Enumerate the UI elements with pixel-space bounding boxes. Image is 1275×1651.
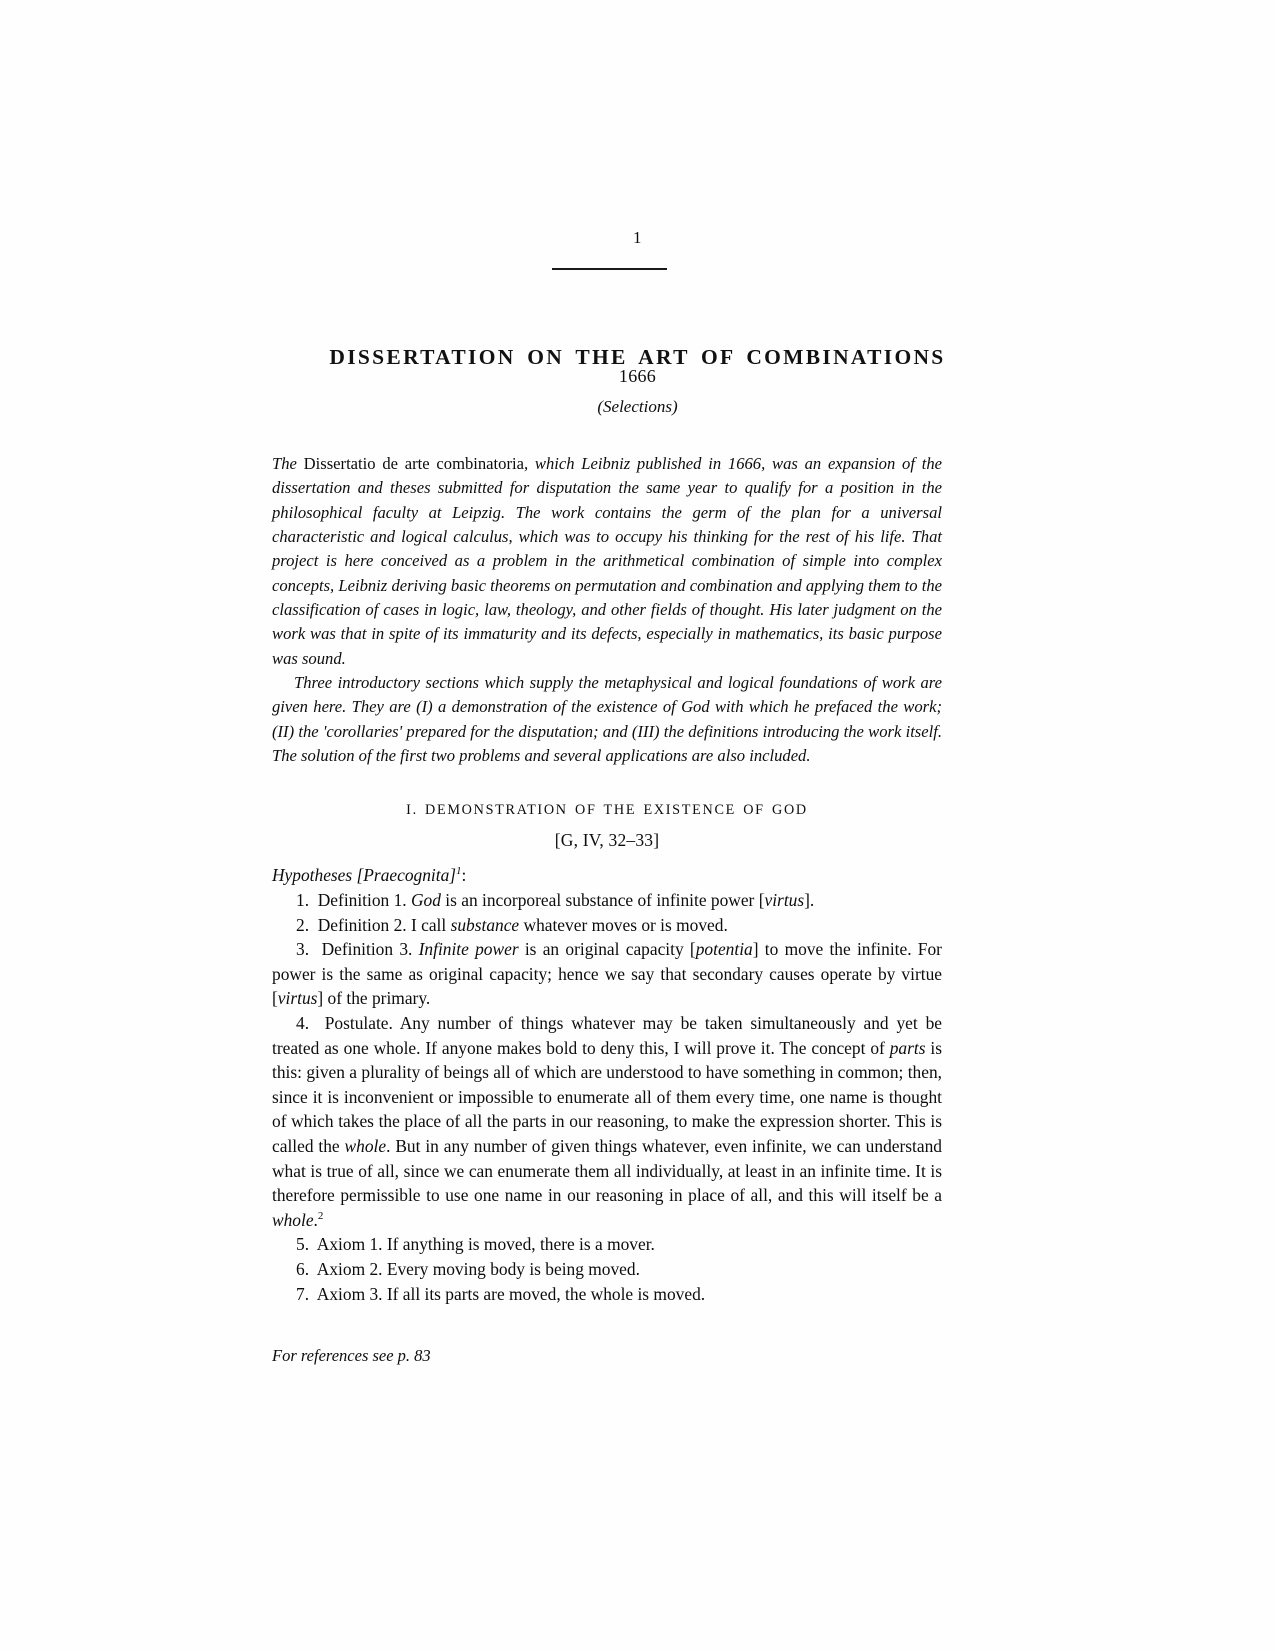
item-middle: is an incorporeal substance of infinite power [ [440,890,765,911]
list-item-postulate [272,1011,942,1232]
item-italic-latin: potentia [695,939,753,960]
list-item [272,913,942,938]
section-number: 1 [633,228,642,247]
axiom-text: Axiom 2. Every moving body is being moved. [316,1258,640,1279]
item-number: 3. [296,939,310,960]
references-note: For references see p. 83 [272,1346,431,1366]
italic-parts: parts [889,1037,926,1058]
item-number: 7. [296,1283,310,1304]
intro-lead-word: The [272,454,304,473]
intro-paragraph-2: Three introductory sections which supply the metaphysical and logical foundations of work are given here. They are (I) a demonstration of the existence of God with which he prefaced the work; (II) the 'corollaries' prepared for the disputation; and (III) the definitions introducing the work itself. The solution of the first two problems and several applications are also included. [272,673,942,766]
item-part-d: ] of the primary. [317,988,431,1009]
list-item-axiom [272,1232,942,1257]
hypotheses-colon: : [461,865,467,886]
page-subtitle: (Selections) [597,397,678,416]
item-number: 6. [296,1258,310,1279]
item-prefix: Definition 2. I call [317,914,451,935]
list-item [272,937,942,1011]
item-suffix: ]. [804,890,815,911]
postulate-part-c: . But in any number of given things whatever, even infinite, we can understand what is true of all, since we can enumerate them all individually, at least in an infinite time. It is therefore permissible to use one name in our reasoning in place of all, and this will itself be a [272,1136,942,1206]
publication-year: 1666 [618,366,657,386]
item-italic-latin: virtus [764,890,805,911]
text-column [272,452,942,1366]
list-item [272,888,942,913]
item-italic-term: God [410,890,441,911]
page-title: DISSERTATION ON THE ART OF COMBINATIONS [329,345,946,370]
item-number: 5. [296,1234,310,1255]
item-number: 4. [296,1013,310,1034]
item-prefix: Definition 1. [317,890,411,911]
footnote-marker-2: 2 [317,1209,324,1222]
item-italic-term: substance [450,914,520,935]
hypotheses-label [272,863,942,888]
postulate-part-b: is this: given a plurality of beings all of which are understood to have something in common; then, since it is inconvenient or impossible to enumerate all of them every time, one name is thought of which takes the place of all the parts in our reasoning, to make the expression shorter. This is called the [272,1037,942,1156]
work-title-latin: Dissertatio de arte combinatoria [303,454,524,473]
item-part-b: is an original capacity [ [518,939,696,960]
praecognita-bracket: [Praecognita] [356,865,457,886]
item-number: 1. [296,890,310,911]
italic-whole-2: whole [272,1209,314,1230]
item-italic-term: Infinite power [418,939,519,960]
intro-paragraph-1-rest: , which Leibniz published in 1666, was an expansion of the dissertation and theses submitted for disputation the same year to qualify for a position in the philosophical faculty at Leipzig. The work contains the germ of the plan for a universal characteristic and logical calculus, which was to occupy his thinking for the rest of his life. That project is here conceived as a problem in the arithmetical combination of simple into complex concepts, Leibniz deriving basic theorems on permutation and combination and applying them to the classification of cases in logic, law, theology, and other fields of thought. His later judgment on the work was that in spite of its immaturity and its defects, especially in mathematics, its basic purpose was sound. [272,454,942,668]
item-part-a: Definition 3. [321,939,419,960]
list-item-axiom [272,1257,942,1282]
postulate-part-d: . [313,1209,318,1230]
axiom-text: Axiom 1. If anything is moved, there is a mover. [316,1234,655,1255]
item-italic-latin-2: virtus [277,988,318,1009]
item-number: 2. [296,914,310,935]
item-middle: whatever moves or is moved. [519,914,728,935]
horizontal-rule [552,268,667,270]
item-part-c: ] to move the infinite. For power is the same as original capacity; hence we say that secondary causes operate by virtue [ [272,939,942,1009]
body-text [272,863,942,1306]
postulate-part-a: Postulate. Any number of things whatever may be taken simultaneously and yet be treated as one whole. If anyone makes bold to deny this, I will prove it. The concept of [272,1013,942,1058]
hypotheses-word: Hypotheses [272,865,353,886]
section-reference: [G, IV, 32–33] [554,830,660,851]
list-item-axiom [272,1282,942,1307]
axiom-text: Axiom 3. If all its parts are moved, the whole is moved. [316,1283,706,1304]
section-heading: I. DEMONSTRATION OF THE EXISTENCE OF GOD [406,802,808,819]
italic-whole: whole [344,1136,387,1156]
intro-paragraph-1 [272,452,942,671]
footnote-marker-1: 1 [456,865,462,878]
